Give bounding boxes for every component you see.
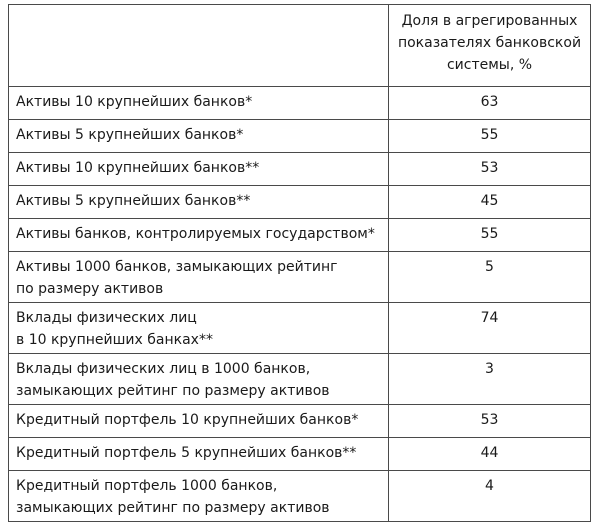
table-row: [9, 186, 591, 219]
table-row: [9, 252, 591, 303]
header-value-cell: [389, 5, 591, 87]
row-label-line: Активы 10 крупнейших банков**: [16, 160, 260, 176]
row-label: [9, 87, 389, 120]
row-value: 53: [389, 153, 591, 186]
row-label-line: Кредитный портфель 10 крупнейших банков*: [16, 412, 359, 428]
table-row: [9, 219, 591, 252]
row-value: 55: [389, 120, 591, 153]
row-label: [9, 120, 389, 153]
row-value: 53: [389, 405, 591, 438]
row-label-line: Кредитный портфель 1000 банков,: [16, 478, 278, 494]
row-label-line: Вклады физических лиц в 1000 банков,: [16, 361, 311, 377]
table-row: [9, 354, 591, 405]
row-value: 45: [389, 186, 591, 219]
row-value: 5: [389, 252, 591, 303]
banking-concentration-table: [8, 4, 591, 522]
row-label: [9, 354, 389, 405]
row-label: [9, 219, 389, 252]
row-value: 55: [389, 219, 591, 252]
header-line: показателях банковской: [397, 35, 582, 51]
row-label: [9, 438, 389, 471]
table-row: [9, 438, 591, 471]
table-row: [9, 471, 591, 522]
row-label: [9, 153, 389, 186]
row-label-line: Кредитный портфель 5 крупнейших банков**: [16, 445, 357, 461]
table-row: [9, 405, 591, 438]
header-corner-cell: [9, 5, 389, 87]
row-label-line: по размеру активов: [16, 281, 164, 297]
row-label-line: в 10 крупнейших банках**: [16, 332, 213, 348]
row-label-line: Активы банков, контролируемых государством*: [16, 226, 375, 242]
row-value: 63: [389, 87, 591, 120]
row-label-line: Активы 5 крупнейших банков**: [16, 193, 251, 209]
table-row: [9, 303, 591, 354]
row-label: [9, 405, 389, 438]
row-label-line: Вклады физических лиц: [16, 310, 197, 326]
row-value: 44: [389, 438, 591, 471]
table-row: [9, 120, 591, 153]
row-label: [9, 471, 389, 522]
row-label: [9, 252, 389, 303]
table-header-row: [9, 5, 591, 87]
row-value: 4: [389, 471, 591, 522]
header-line: системы, %: [446, 57, 533, 73]
table-row: [9, 87, 591, 120]
header-line: Доля в агрегированных: [401, 13, 578, 29]
table-row: [9, 153, 591, 186]
row-label-line: замыкающих рейтинг по размеру активов: [16, 383, 330, 399]
row-label-line: Активы 5 крупнейших банков*: [16, 127, 244, 143]
row-value: 3: [389, 354, 591, 405]
row-label-line: Активы 1000 банков, замыкающих рейтинг: [16, 259, 338, 275]
row-label-line: Активы 10 крупнейших банков*: [16, 94, 253, 110]
row-value: 74: [389, 303, 591, 354]
row-label: [9, 303, 389, 354]
row-label: [9, 186, 389, 219]
row-label-line: замыкающих рейтинг по размеру активов: [16, 500, 330, 516]
